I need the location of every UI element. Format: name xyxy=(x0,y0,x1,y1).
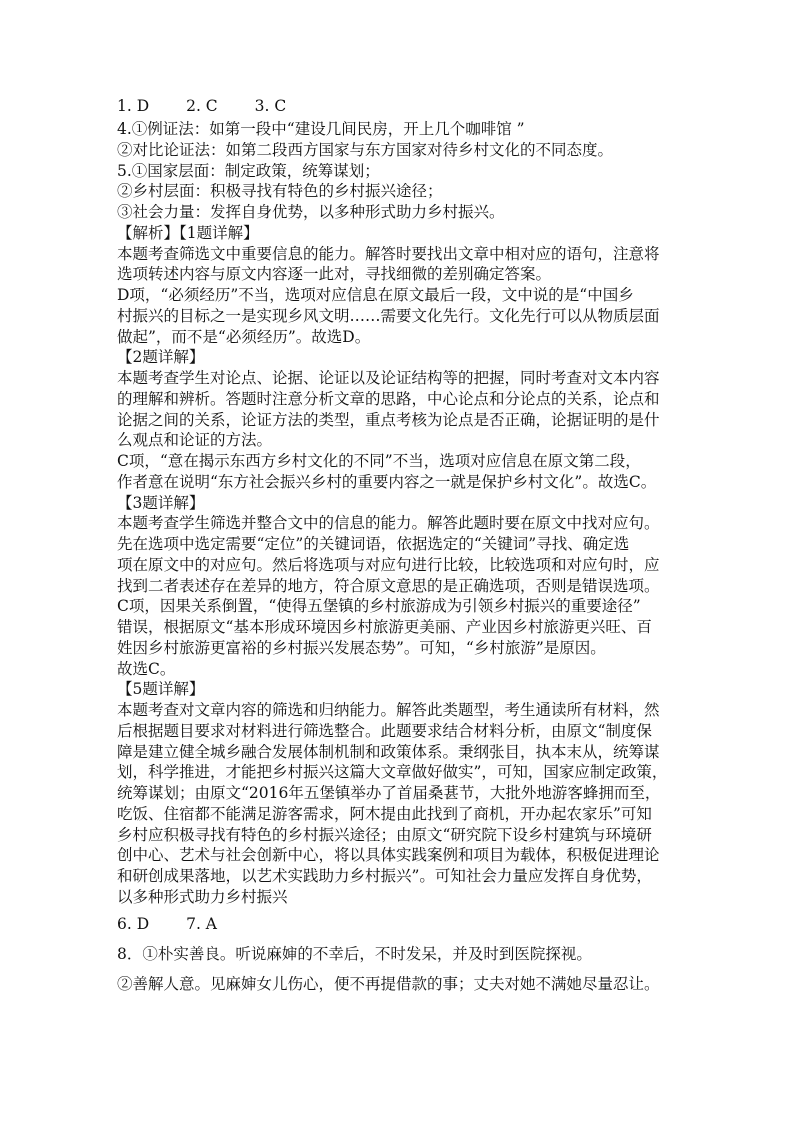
text-line: C项，因果关系倒置，“使得五堡镇的乡村旅游成为引领乡村振兴的重要途径” xyxy=(117,597,641,616)
text-line: 论据之间的关系，论证方法的类型，重点考核为论点是否正确，论据证明的是什 xyxy=(117,410,660,429)
text-line: 先在选项中选定需要“定位”的关键词语，依据选定的“关键词”寻找、确定选 xyxy=(117,535,630,553)
text-line: 找到二者表述存在差异的地方，符合原文意思的是正确选项，否则是错误选项。 xyxy=(117,576,660,595)
text-line: 作者意在说明“东方社会振兴乡村的重要内容之一就是保护乡村文化”。故选C。 xyxy=(117,472,657,491)
answer-7: 7. A xyxy=(186,915,218,933)
text-line: 吃饭、住宿都不能满足游客需求，阿木提由此找到了商机，开办起农家乐”可知 xyxy=(117,804,652,823)
text-line: ②乡村层面：积极寻找有特色的乡村振兴途径； xyxy=(117,182,443,201)
text-line: 5.①国家层面：制定政策，统筹谋划； xyxy=(117,161,380,180)
q8-line-2: ②善解人意。见麻婶女儿伤心，便不再提借款的事；丈夫对她不满她尽量忍让。 xyxy=(117,975,660,993)
text-line: 错误，根据原文“基本形成环境因乡村旅游更美丽、产业因乡村旅游更兴旺、百 xyxy=(117,618,652,636)
text-line: 以多种形式助力乡村振兴 xyxy=(117,887,288,906)
text-line: 本题考查对文章内容的筛选和归纳能力。解答此类题型，考生通读所有材料，然 xyxy=(117,701,660,719)
text-line: ③社会力量：发挥自身优势，以多种形式助力乡村振兴。 xyxy=(117,203,505,221)
text-line: C项，“意在揭示东西方乡村文化的不同”不当，选项对应信息在原文第二段， xyxy=(117,452,641,470)
answer-line-6-7 xyxy=(117,914,217,935)
text-line: 【5题详解】 xyxy=(117,680,205,699)
text-line: 本题考查学生对论点、论据、论证以及论证结构等的把握，同时考查对文本内容 xyxy=(117,369,660,387)
text-line: 本题考查筛选文中重要信息的能力。解答时要找出文章中相对应的语句，注意将 xyxy=(117,244,660,263)
text-line: 么观点和论证的方法。 xyxy=(117,431,273,450)
text-line: 本题考查学生筛选并整合文中的信息的能力。解答此题时要在原文中找对应句。 xyxy=(117,514,660,533)
text-line: D项，“必须经历”不当，选项对应信息在原文最后一段，文中说的是“中国乡 xyxy=(117,286,634,304)
text-line: 4.①例证法：如第一段中“建设几间民房，开上几个咖啡馆 ” xyxy=(117,120,525,138)
text-line: 后根据题目要求对材料进行筛选整合。此题要求结合材料分析，由原文“制度保 xyxy=(117,721,652,740)
text-line: 乡村应积极寻找有特色的乡村振兴途径；由原文“研究院下设乡村建筑与环境研 xyxy=(117,825,652,844)
text-line: 项在原文中的对应句。然后将选项与对应句进行比较，比较选项和对应句时，应 xyxy=(117,555,660,574)
text-line: 做起”，而不是“必须经历”。故选D。 xyxy=(117,327,371,346)
answer-2: 2. C xyxy=(186,97,218,115)
text-line: 和研创成果落地，以艺术实践助力乡村振兴”。可知社会力量应发挥自身优势， xyxy=(117,867,652,885)
text-line: 创中心、艺术与社会创新中心，将以具体实践案例和项目为载体，积极促进理论 xyxy=(117,846,660,865)
text-line: 的理解和辨析。答题时注意分析文章的思路，中心论点和分论点的关系，论点和 xyxy=(117,389,660,408)
answer-3: 3. C xyxy=(254,97,287,115)
q8-line-1: 8．①朴实善良。听说麻婶的不幸后，不时发呆，并及时到医院探视。 xyxy=(117,945,592,963)
text-line: 障是建立健全城乡融合发展体制机制和政策体系。秉纲张目，执本末从，统筹谋 xyxy=(117,742,660,761)
text-line: 村振兴的目标之一是实现乡风文明……需要文化先行。文化先行可以从物质层面 xyxy=(117,306,660,325)
text-line: 统筹谋划；由原文“2016年五堡镇举办了首届桑葚节，大批外地游客蜂拥而至， xyxy=(117,784,661,802)
text-line: 选项转述内容与原文内容逐一此对，寻找细微的差别确定答案。 xyxy=(117,265,552,284)
text-line: 划，科学推进，才能把乡村振兴这篇大文章做好做实”，可知，国家应制定政策， xyxy=(117,763,668,782)
text-line: ②对比论证法：如第二段西方国家与东方国家对待乡村文化的不同态度。 xyxy=(117,140,614,159)
answer-6: 6. D xyxy=(117,915,150,933)
answer-line-1-3 xyxy=(117,96,286,117)
answer-1: 1. D xyxy=(117,97,150,115)
text-line: 【解析】【1题详解】 xyxy=(117,223,259,242)
text-line: 故选C。 xyxy=(117,659,176,678)
text-line: 【2题详解】 xyxy=(117,348,205,367)
text-line: 【3题详解】 xyxy=(117,493,205,512)
text-line: 姓因乡村旅游更富裕的乡村振兴发展态势”。可知，“乡村旅游”是原因。 xyxy=(117,638,606,657)
